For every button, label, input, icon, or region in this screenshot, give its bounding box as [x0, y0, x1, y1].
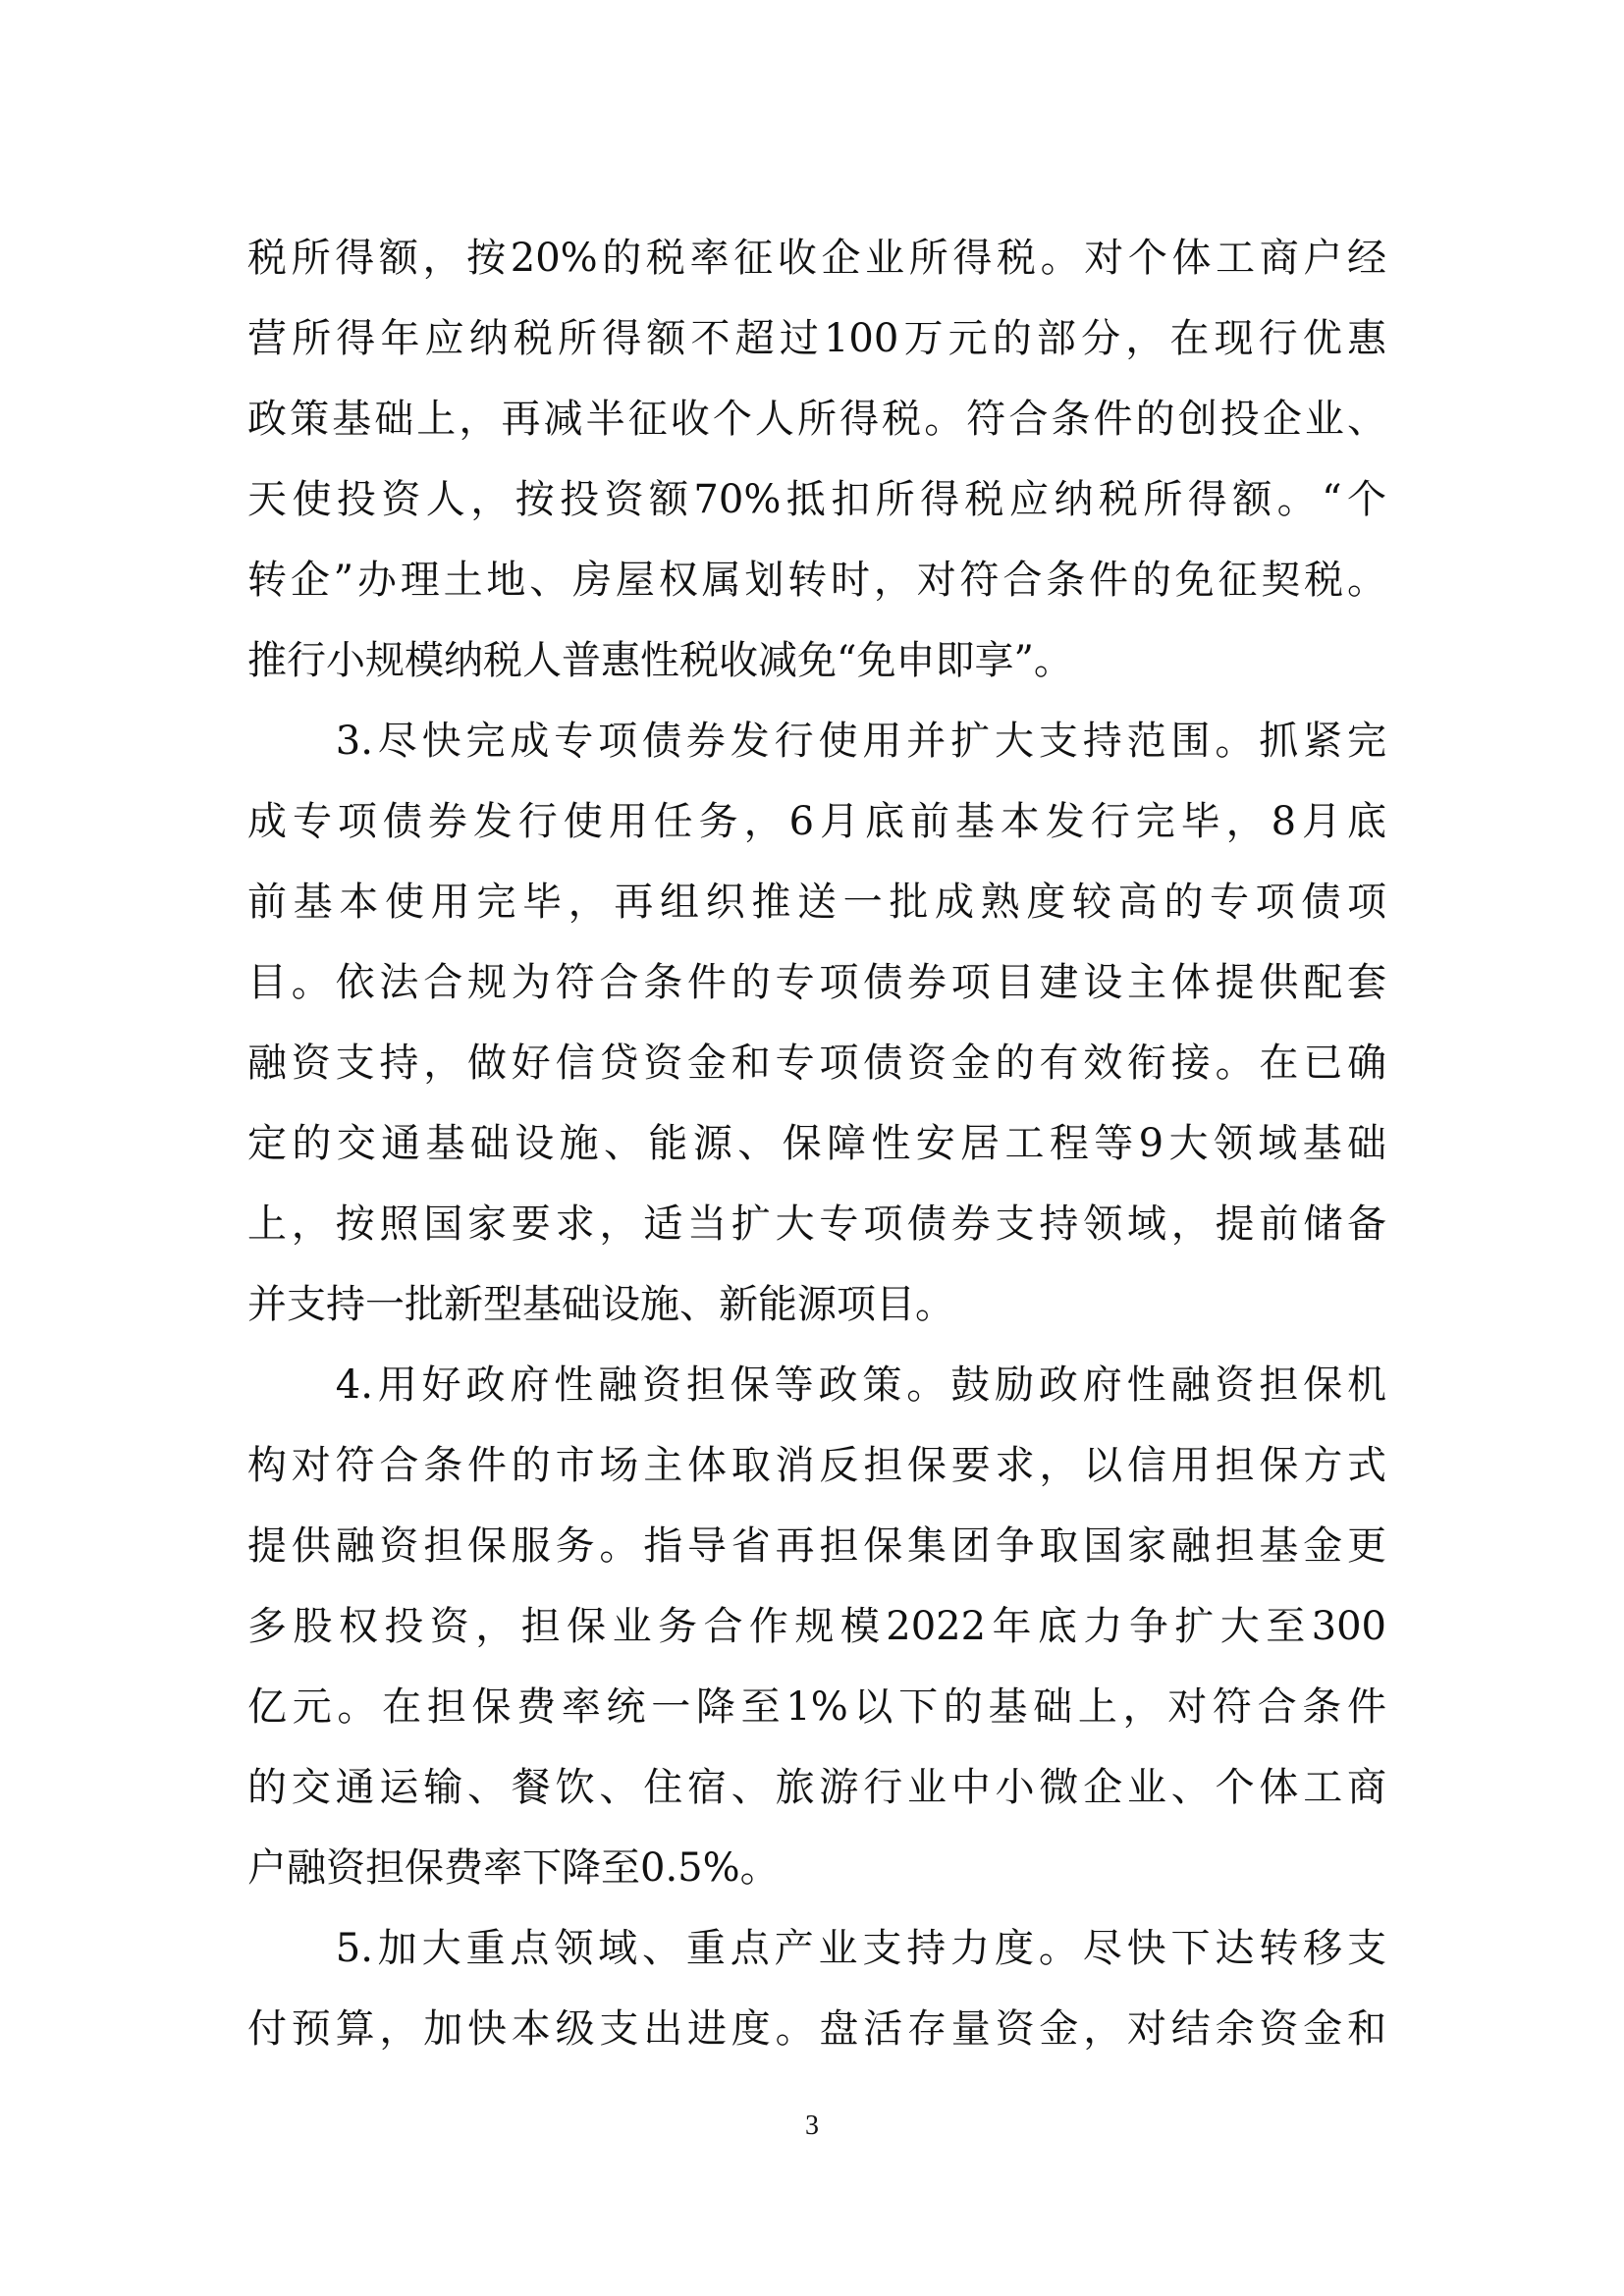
text-line: 付预算，加快本级支出进度。盘活存量资金，对结余资金和 — [247, 2006, 1386, 2052]
text-line: 政策基础上，再减半征收个人所得税。符合条件的创投企业、 — [247, 397, 1386, 442]
text-line: 提供融资担保服务。指导省再担保集团争取国家融担基金更 — [247, 1523, 1386, 1569]
text-line: 转企”办理土地、房屋权属划转时，对符合条件的免征契税。 — [247, 558, 1386, 603]
text-line: 的交通运输、餐饮、住宿、旅游行业中小微企业、个体工商 — [247, 1765, 1386, 1810]
text-line: 上，按照国家要求，适当扩大专项债券支持领域，提前储备 — [247, 1201, 1386, 1247]
text-line: 5.加大重点领域、重点产业支持力度。尽快下达转移支 — [247, 1926, 1386, 1971]
text-line: 3.尽快完成专项债券发行使用并扩大支持范围。抓紧完 — [247, 719, 1386, 764]
text-line: 户融资担保费率下降至0.5%。 — [247, 1845, 780, 1891]
text-line: 天使投资人，按投资额70%抵扣所得税应纳税所得额。“个 — [247, 477, 1386, 522]
text-line: 前基本使用完毕，再组织推送一批成熟度较高的专项债项 — [247, 880, 1386, 925]
text-line: 目。依法合规为符合条件的专项债券项目建设主体提供配套 — [247, 960, 1386, 1005]
text-line: 并支持一批新型基础设施、新能源项目。 — [247, 1282, 954, 1327]
text-line: 亿元。在担保费率统一降至1%以下的基础上，对符合条件 — [247, 1684, 1386, 1730]
text-line: 推行小规模纳税人普惠性税收减免“免申即享”。 — [247, 638, 1073, 683]
text-line: 多股权投资，担保业务合作规模2022年底力争扩大至300 — [247, 1604, 1386, 1649]
text-line: 融资支持，做好信贷资金和专项债资金的有效衔接。在已确 — [247, 1041, 1386, 1086]
text-line: 定的交通基础设施、能源、保障性安居工程等9大领域基础 — [247, 1121, 1386, 1166]
page-number: 3 — [805, 2110, 819, 2141]
text-line: 税所得额，按20%的税率征收企业所得税。对个体工商户经 — [247, 236, 1386, 281]
text-line: 构对符合条件的市场主体取消反担保要求，以信用担保方式 — [247, 1443, 1386, 1488]
text-line: 成专项债券发行使用任务，6月底前基本发行完毕，8月底 — [247, 799, 1386, 844]
body-text — [247, 218, 1386, 2069]
text-line: 营所得年应纳税所得额不超过100万元的部分，在现行优惠 — [247, 316, 1386, 361]
text-line: 4.用好政府性融资担保等政策。鼓励政府性融资担保机 — [247, 1362, 1386, 1408]
